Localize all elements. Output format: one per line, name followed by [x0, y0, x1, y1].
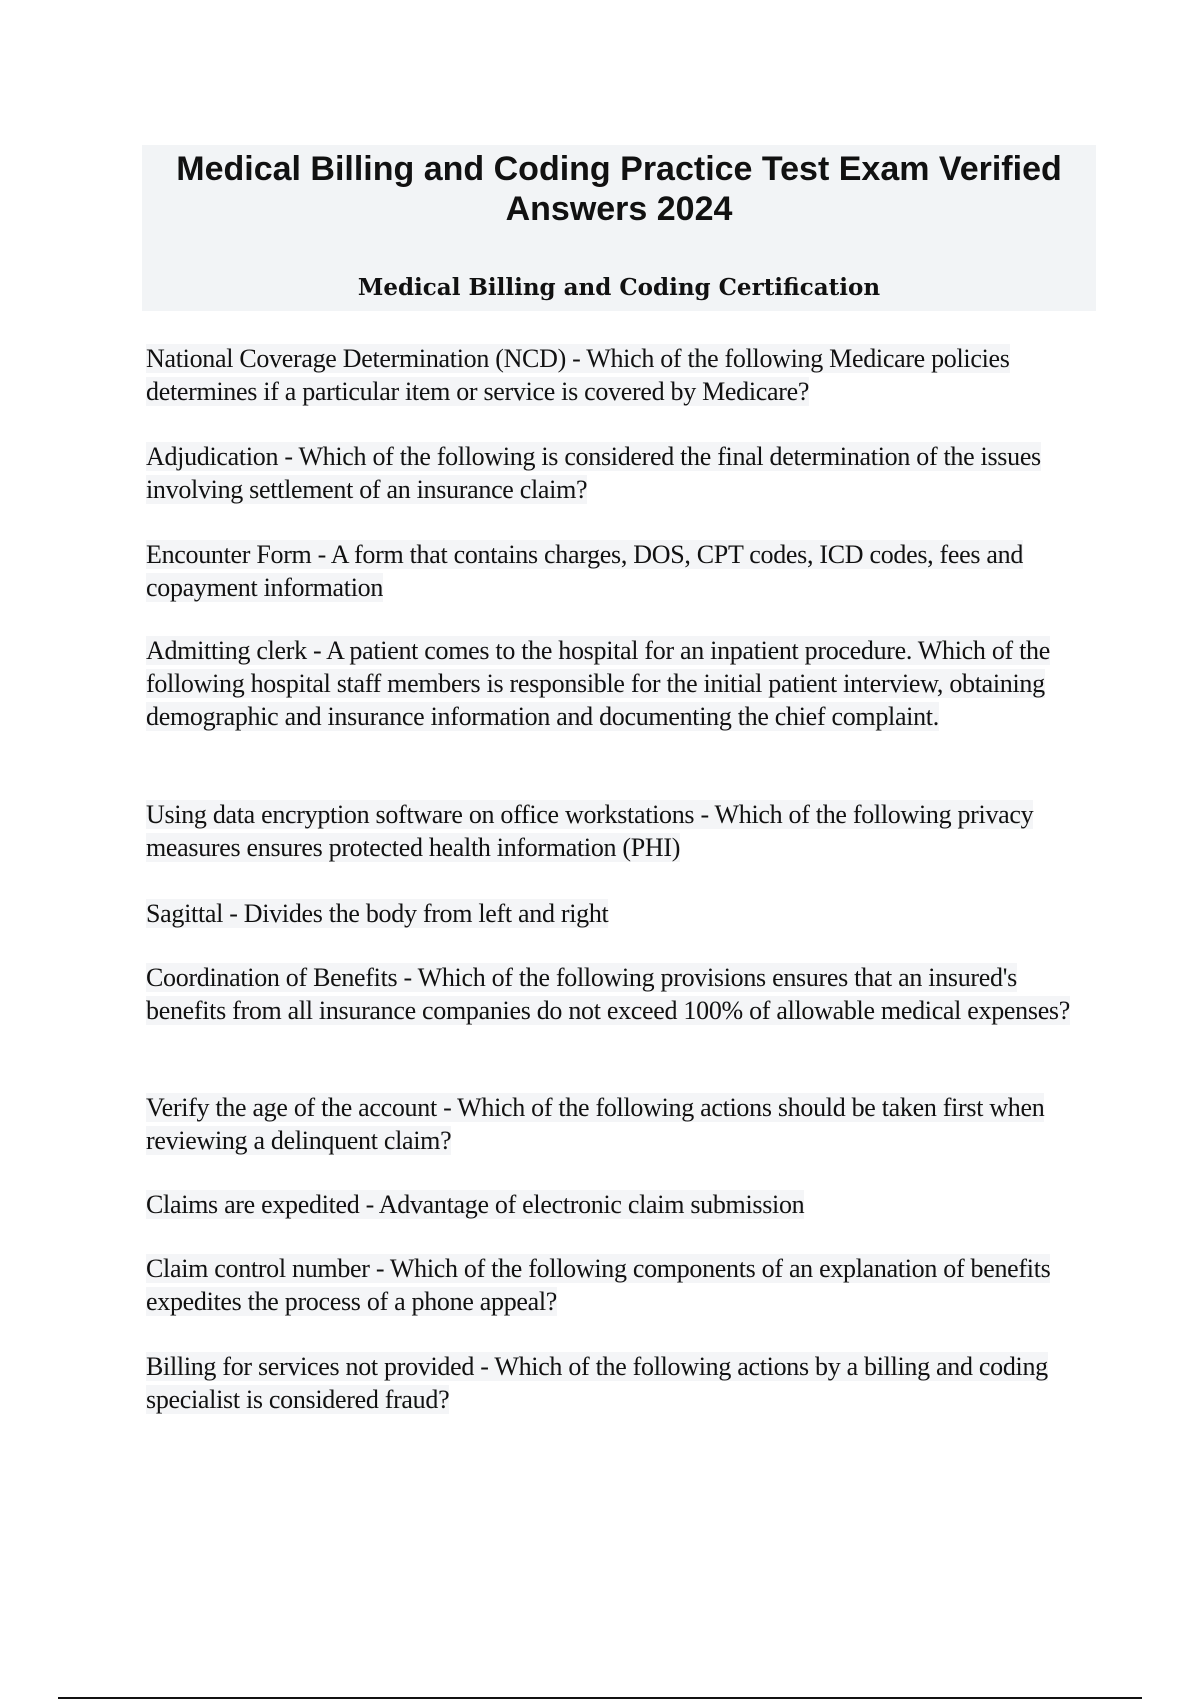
qa-entry-ncd: National Coverage Determination (NCD) - Which of the following Medicare policies determines if a particular item or service is covered by Medicare?	[146, 344, 1010, 406]
footer-divider	[58, 1697, 1142, 1699]
qa-entry-verify-age: Verify the age of the account - Which of the following actions should be taken first when reviewing a delinquent claim?	[146, 1093, 1045, 1155]
qa-entry-encounter-form: Encounter Form - A form that contains charges, DOS, CPT codes, ICD codes, fees and copayment information	[146, 540, 1024, 602]
qa-entry-claim-control-number: Claim control number - Which of the following components of an explanation of benefits expedites the process of a phone appeal?	[146, 1254, 1051, 1316]
document-title: Medical Billing and Coding Practice Test Exam Verified Answers 2024	[176, 150, 1062, 228]
qa-entry-billing-fraud: Billing for services not provided - Which of the following actions by a billing and coding specialist is considered fraud?	[146, 1352, 1048, 1414]
qa-entry-adjudication: Adjudication - Which of the following is considered the final determination of the issues involving settlement of an insurance claim?	[146, 442, 1041, 504]
title-block	[142, 145, 1096, 311]
qa-entry-admitting-clerk: Admitting clerk - A patient comes to the hospital for an inpatient procedure. Which of the following hospital staff members is responsible for the initial patient interview, obtaining demographic and insurance information and documenting the chief complaint.	[146, 636, 1050, 731]
qa-entry-claims-expedited: Claims are expedited - Advantage of electronic claim submission	[146, 1190, 805, 1219]
qa-entry-sagittal: Sagittal - Divides the body from left and right	[146, 899, 609, 928]
document-subtitle: Medical Billing and Coding Certification	[357, 274, 881, 301]
qa-entry-data-encryption: Using data encryption software on office workstations - Which of the following privacy measures ensures protected health information (PHI)	[146, 800, 1034, 862]
qa-entry-coordination-of-benefits: Coordination of Benefits - Which of the following provisions ensures that an insured's benefits from all insurance companies do not exceed 100% of allowable medical expenses?	[146, 963, 1070, 1025]
